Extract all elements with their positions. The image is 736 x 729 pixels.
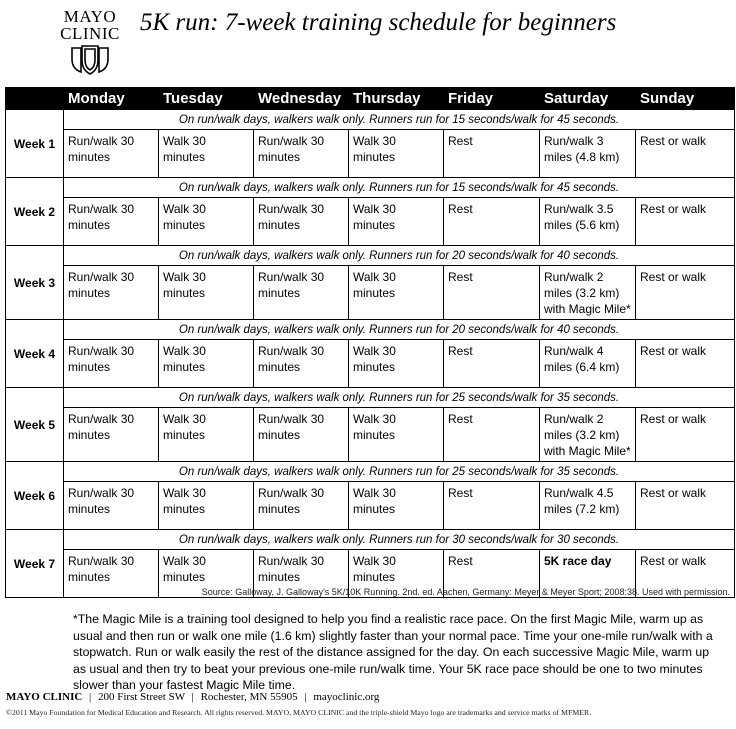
week-row — [6, 266, 735, 320]
day-cell: Run/walk 30 minutes — [64, 130, 159, 178]
training-schedule-table — [5, 87, 735, 598]
day-cell: Rest — [444, 340, 540, 388]
day-cell: Walk 30 minutes — [159, 550, 254, 598]
day-cell: Walk 30 minutes — [349, 482, 444, 530]
race-day-cell: 5K race day — [540, 550, 636, 598]
day-cell: Run/walk 30 minutes — [64, 198, 159, 246]
footer-city: Rochester, MN 55905 — [200, 691, 298, 703]
day-cell: Rest — [444, 198, 540, 246]
day-cell: Rest — [444, 550, 540, 598]
day-cell: Run/walk 4.5 miles (7.2 km) — [540, 482, 636, 530]
week-row — [6, 482, 735, 530]
day-cell: Walk 30 minutes — [349, 198, 444, 246]
table-header — [6, 88, 735, 110]
day-cell: Run/walk 30 minutes — [254, 266, 349, 320]
day-cell: Walk 30 minutes — [159, 408, 254, 462]
day-cell: Rest or walk — [636, 482, 735, 530]
logo-line-2: CLINIC — [60, 24, 120, 43]
footer-separator: | — [89, 691, 92, 703]
day-cell: Rest — [444, 482, 540, 530]
week-note: On run/walk days, walkers walk only. Runners run for 30 seconds/walk for 30 seconds. — [64, 530, 735, 550]
week-label: Week 3 — [6, 246, 64, 320]
logo-line-1: MAYO — [63, 7, 117, 26]
day-cell: Rest — [444, 130, 540, 178]
day-cell: Walk 30 minutes — [159, 266, 254, 320]
header-wednesday: Wednesday — [254, 88, 349, 110]
footer-website[interactable]: mayoclinic.org — [313, 691, 380, 703]
day-cell: Run/walk 30 minutes — [254, 198, 349, 246]
footer-address: 200 First Street SW — [98, 691, 185, 703]
header-friday: Friday — [444, 88, 540, 110]
day-cell: Walk 30 minutes — [349, 130, 444, 178]
header-saturday: Saturday — [540, 88, 636, 110]
day-cell: Run/walk 30 minutes — [254, 340, 349, 388]
day-cell: Run/walk 30 minutes — [254, 408, 349, 462]
day-cell: Walk 30 minutes — [349, 340, 444, 388]
week-note: On run/walk days, walkers walk only. Runners run for 15 seconds/walk for 45 seconds. — [64, 110, 735, 130]
day-cell: Walk 30 minutes — [349, 550, 444, 598]
week-row — [6, 408, 735, 462]
week-label: Week 5 — [6, 388, 64, 462]
week-note: On run/walk days, walkers walk only. Runners run for 25 seconds/walk for 35 seconds. — [64, 462, 735, 482]
footer-separator: | — [304, 691, 307, 703]
day-cell: Walk 30 minutes — [159, 130, 254, 178]
day-cell: Rest or walk — [636, 198, 735, 246]
day-cell: Rest or walk — [636, 266, 735, 320]
day-cell: Rest or walk — [636, 550, 735, 598]
week-row — [6, 340, 735, 388]
day-cell: Run/walk 30 minutes — [254, 130, 349, 178]
week-label: Week 1 — [6, 110, 64, 178]
day-cell: Run/walk 4 miles (6.4 km) — [540, 340, 636, 388]
week-row — [6, 198, 735, 246]
table-body — [6, 110, 735, 598]
day-cell: Rest or walk — [636, 408, 735, 462]
week-label: Week 4 — [6, 320, 64, 388]
header-row — [6, 88, 735, 110]
page-title: 5K run: 7-week training schedule for beginners — [140, 9, 617, 36]
mayo-clinic-logo — [50, 8, 130, 75]
day-cell: Rest — [444, 408, 540, 462]
day-cell: Rest or walk — [636, 340, 735, 388]
week-note: On run/walk days, walkers walk only. Runners run for 20 seconds/walk for 40 seconds. — [64, 320, 735, 340]
week-label: Week 7 — [6, 530, 64, 598]
week-row — [6, 130, 735, 178]
week-note: On run/walk days, walkers walk only. Runners run for 20 seconds/walk for 40 seconds. — [64, 246, 735, 266]
day-cell: Walk 30 minutes — [159, 198, 254, 246]
header-tuesday: Tuesday — [159, 88, 254, 110]
day-cell: Run/walk 3 miles (4.8 km) — [540, 130, 636, 178]
footer-contact — [6, 690, 379, 704]
day-cell: Walk 30 minutes — [349, 266, 444, 320]
week-note-row — [6, 462, 735, 482]
day-cell: Walk 30 minutes — [349, 408, 444, 462]
day-cell: Run/walk 30 minutes — [64, 482, 159, 530]
header-monday: Monday — [64, 88, 159, 110]
footer-brand: MAYO CLINIC — [6, 691, 83, 703]
day-cell: Walk 30 minutes — [159, 482, 254, 530]
day-cell: Rest or walk — [636, 130, 735, 178]
week-note-row — [6, 246, 735, 266]
copyright-notice: ©2011 Mayo Foundation for Medical Education and Research. All rights reserved. MAYO, MAYO CLINIC and the triple-shield Mayo logo are trademarks and service marks of MFMER. — [6, 708, 592, 717]
day-cell: Run/walk 2 miles (3.2 km) with Magic Mile* — [540, 408, 636, 462]
day-cell: Run/walk 30 minutes — [254, 550, 349, 598]
day-cell: Run/walk 30 minutes — [64, 550, 159, 598]
day-cell: Run/walk 30 minutes — [64, 266, 159, 320]
day-cell: Walk 30 minutes — [159, 340, 254, 388]
week-note-row — [6, 320, 735, 340]
footer-separator: | — [191, 691, 194, 703]
week-note: On run/walk days, walkers walk only. Runners run for 25 seconds/walk for 35 seconds. — [64, 388, 735, 408]
source-citation: Source: Galloway, J. Galloway's 5K/10K Running. 2nd. ed. Aachen, Germany: Meyer & Meyer Sport; 2008:38. Used with permission. — [201, 587, 730, 597]
magic-mile-footnote: *The Magic Mile is a training tool designed to help you find a realistic race pace. On the first Magic Mile, warm up as usual and then run or walk one mile (1.6 km) slightly faster than your normal pace. Time your one-mile run/walk with a stopwatch. Run or walk easily the rest of the distance assigned for the day. On each successive Magic Mile, warm up as usual and then try to beat your previous one-mile run/walk time. Your 5K race pace should be one to two minutes slower than your fastest Magic Mile time. — [73, 612, 713, 693]
week-note-row — [6, 388, 735, 408]
day-cell: Run/walk 30 minutes — [64, 340, 159, 388]
week-note: On run/walk days, walkers walk only. Runners run for 15 seconds/walk for 45 seconds. — [64, 178, 735, 198]
day-cell: Rest — [444, 266, 540, 320]
day-cell: Run/walk 30 minutes — [254, 482, 349, 530]
week-label: Week 2 — [6, 178, 64, 246]
week-label: Week 6 — [6, 462, 64, 530]
day-cell: Run/walk 3.5 miles (5.6 km) — [540, 198, 636, 246]
header-sunday: Sunday — [636, 88, 735, 110]
week-note-row — [6, 110, 735, 130]
week-note-row — [6, 530, 735, 550]
week-note-row — [6, 178, 735, 198]
triple-shield-icon — [68, 45, 112, 75]
day-cell: Run/walk 2 miles (3.2 km) with Magic Mile* — [540, 266, 636, 320]
day-cell: Run/walk 30 minutes — [64, 408, 159, 462]
page-header — [0, 0, 736, 86]
header-thursday: Thursday — [349, 88, 444, 110]
header-corner — [6, 88, 64, 110]
